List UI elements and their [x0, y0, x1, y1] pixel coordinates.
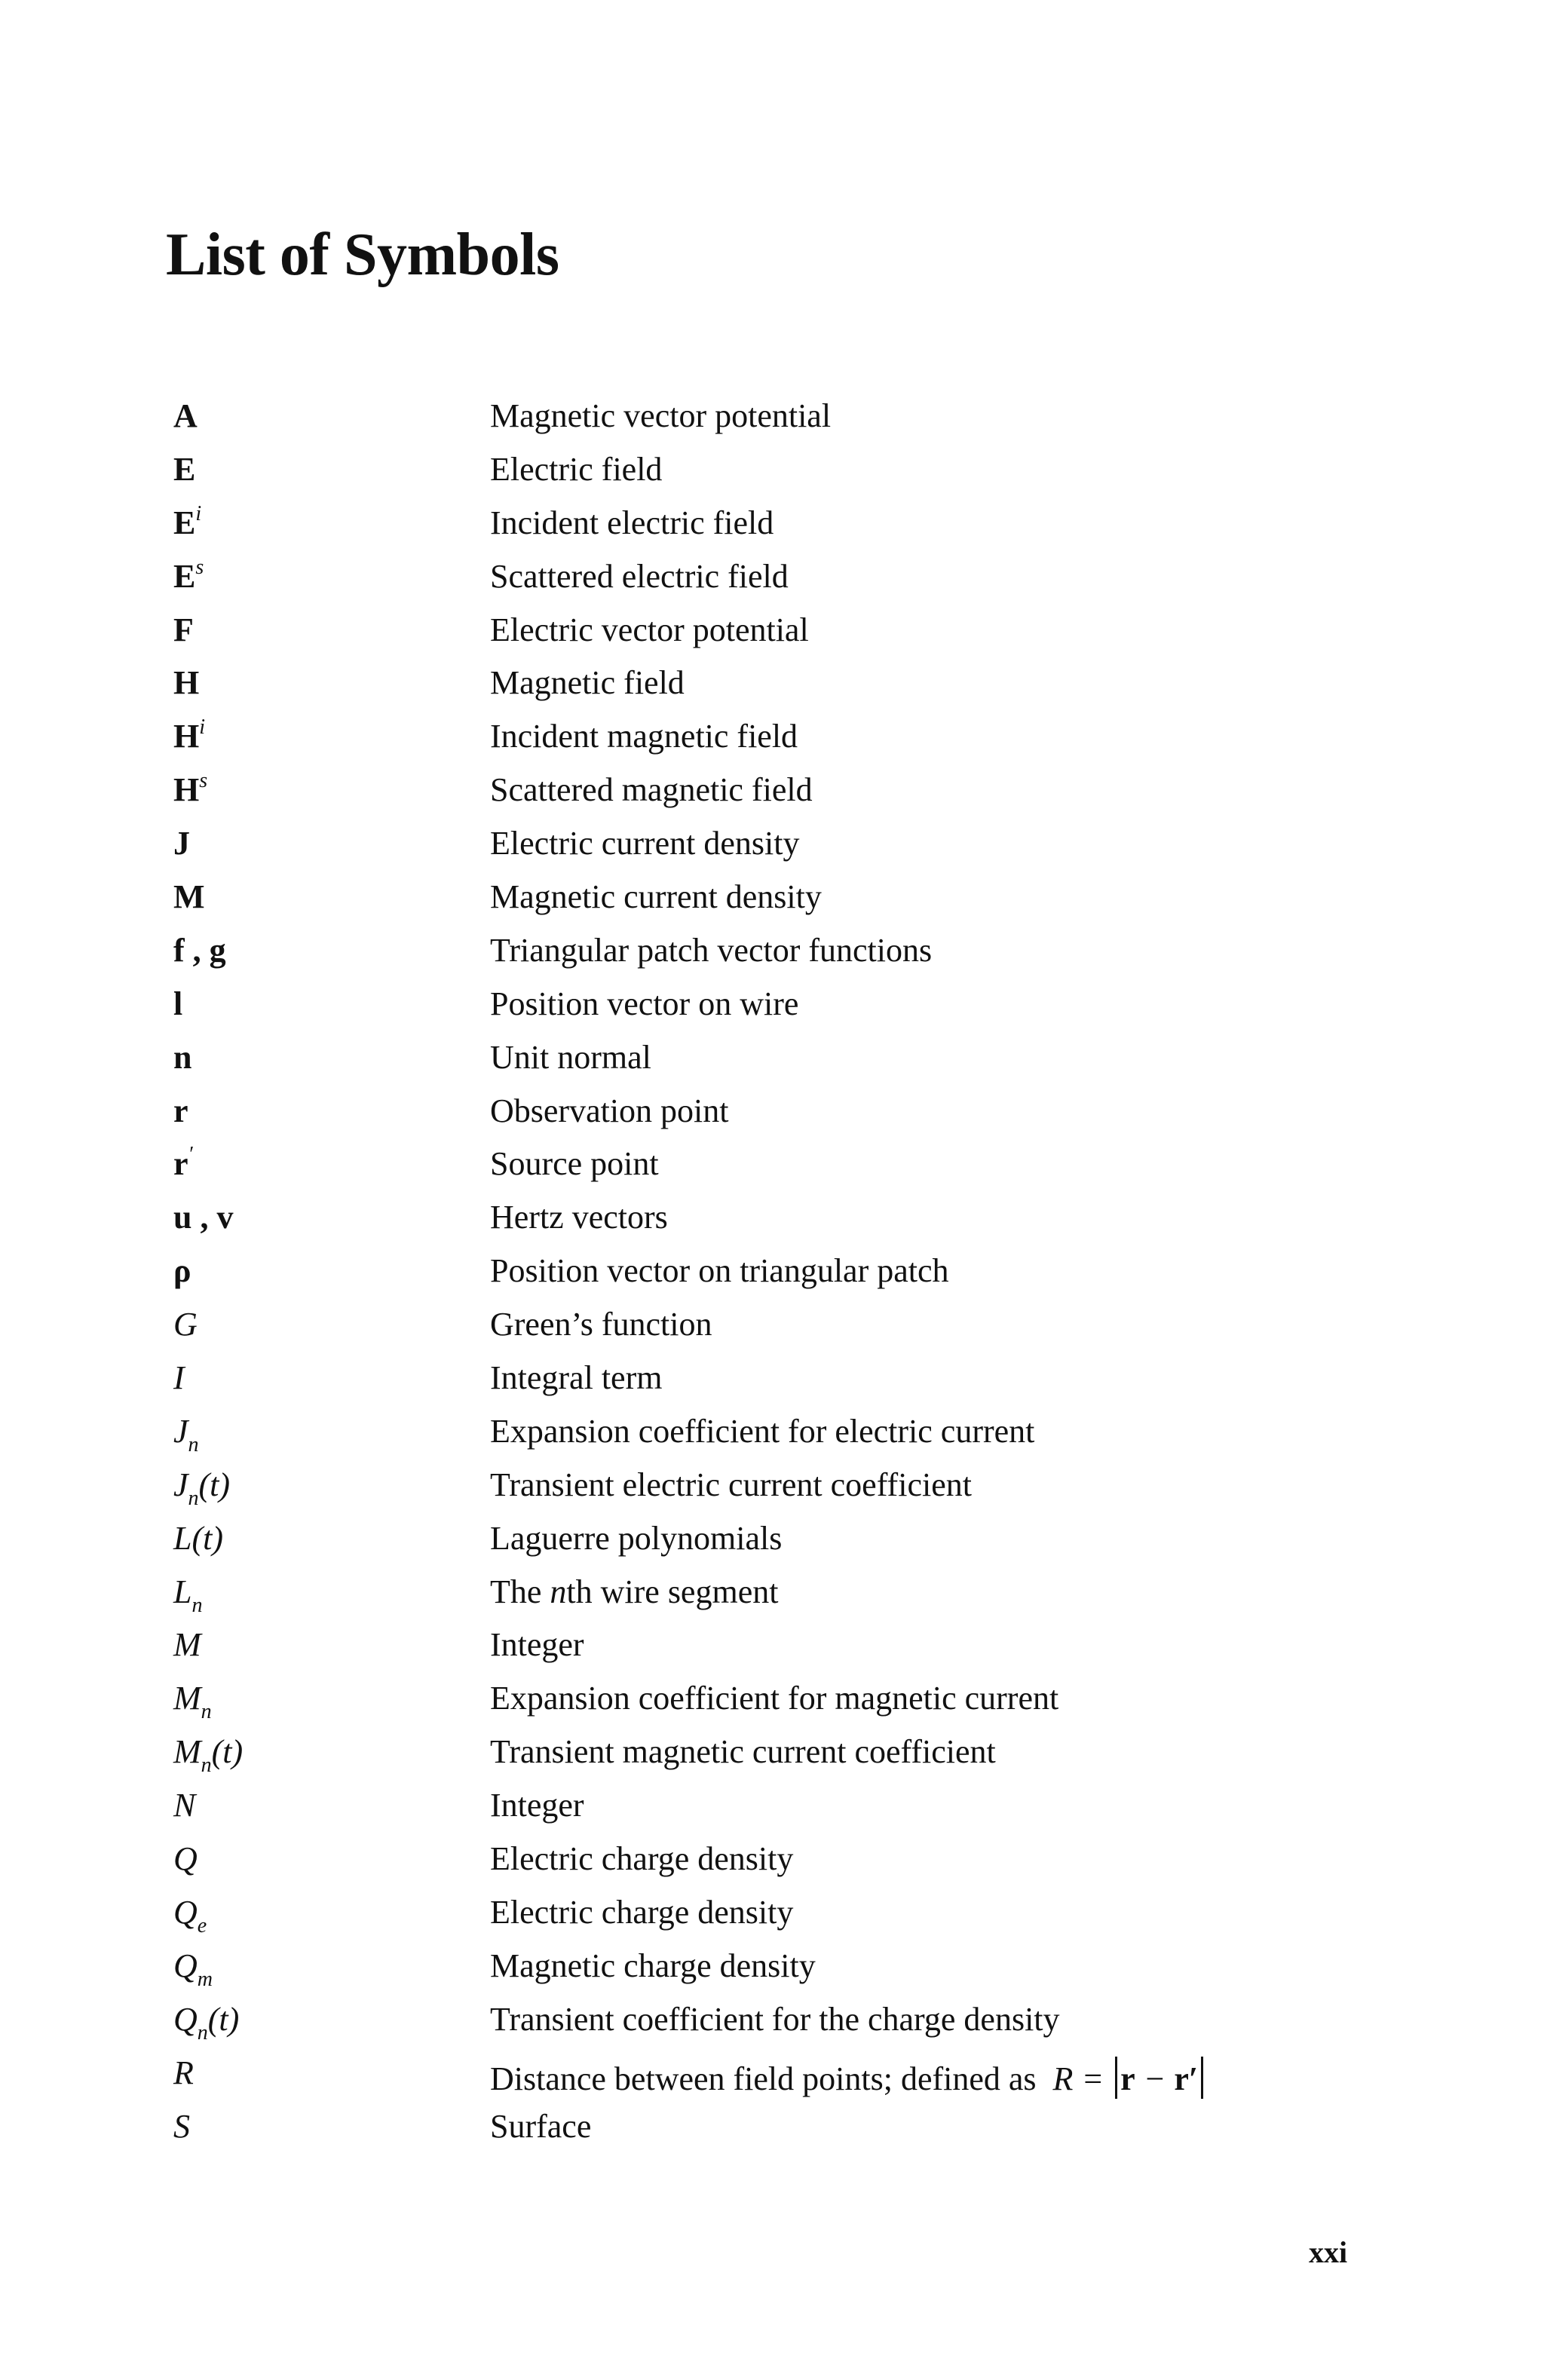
- symbol-row: [0, 443, 1544, 496]
- symbol: N: [173, 1787, 196, 1824]
- symbol-description: Electric charge density: [490, 1840, 794, 1878]
- symbol: f , g: [173, 931, 226, 969]
- symbol-subscript: n: [191, 1593, 203, 1617]
- symbol-description: Integer: [490, 1626, 584, 1664]
- symbol-description: Hertz vectors: [490, 1199, 668, 1236]
- symbol-description: Triangular patch vector functions: [490, 931, 933, 969]
- symbol-description: Electric current density: [490, 825, 800, 862]
- symbol-row: [0, 977, 1544, 1031]
- symbol-subscript: e: [197, 1913, 207, 1937]
- symbol: $E^s$: [173, 555, 204, 595]
- symbol-description: Position vector on wire: [490, 985, 799, 1022]
- symbol-superscript: s: [199, 769, 208, 793]
- symbol-description: Transient magnetic current coefficient: [490, 1733, 996, 1771]
- symbol-description: Integral term: [490, 1359, 663, 1397]
- symbol: l: [173, 985, 183, 1022]
- symbol: Q: [173, 1840, 198, 1878]
- symbol-superscript: i: [199, 715, 206, 740]
- symbol-superscript: s: [195, 555, 204, 579]
- symbol-superscript: i: [195, 501, 202, 525]
- symbol: E: [173, 450, 196, 488]
- symbol: $J_n$: [173, 1412, 199, 1456]
- symbol-subscript: n: [201, 1754, 212, 1778]
- symbol: I: [173, 1359, 185, 1397]
- symbol-description: Incident electric field: [490, 504, 774, 541]
- symbol-subscript: m: [197, 1967, 213, 1991]
- symbol-row: [0, 816, 1544, 870]
- symbol: F: [173, 611, 194, 648]
- symbol-description: The nth wire segment: [490, 1573, 779, 1610]
- abs-bar-right: [1201, 2057, 1203, 2099]
- symbol-description: Source point: [490, 1145, 659, 1183]
- symbol-description: Unit normal: [490, 1038, 651, 1076]
- symbol-description: Electric charge density: [490, 1893, 794, 1931]
- symbol-row: [0, 763, 1544, 816]
- symbol-subscript: n: [201, 1700, 212, 1724]
- symbol: L(t): [173, 1519, 223, 1557]
- symbol-description: Transient coefficient for the charge density: [490, 2000, 1060, 2038]
- page-number: xxi: [1309, 2235, 1348, 2269]
- symbol: $L_n$: [173, 1573, 203, 1617]
- symbol-description: Surface: [490, 2107, 592, 2145]
- symbol-description: Incident magnetic field: [490, 718, 798, 755]
- symbol-row: [0, 1618, 1544, 1671]
- page-title: List of Symbols: [166, 222, 559, 288]
- symbol-row: [0, 1565, 1544, 1619]
- symbol-description: Transient electric current coefficient: [490, 1466, 972, 1503]
- symbol-description: Scattered magnetic field: [490, 771, 813, 809]
- symbol: u , v: [173, 1199, 234, 1236]
- symbol-row: [0, 1778, 1544, 1832]
- symbol: H: [173, 664, 200, 702]
- symbol-row: [0, 1297, 1544, 1351]
- symbol: n: [173, 1038, 192, 1076]
- symbol-description: Expansion coefficient for magnetic current: [490, 1680, 1059, 1717]
- symbol: R: [173, 2054, 194, 2091]
- symbol: $M_n$: [173, 1680, 212, 1724]
- symbol-subscript: n: [188, 1486, 199, 1510]
- symbol: M: [173, 878, 205, 916]
- symbol-row: [0, 1993, 1544, 2046]
- symbol-description: Magnetic charge density: [490, 1947, 816, 1984]
- symbol: r: [173, 1092, 188, 1129]
- symbol: $H^i$: [173, 715, 206, 755]
- symbol-description: Electric field: [490, 450, 663, 488]
- symbol: $Q_m$: [173, 1947, 213, 1991]
- symbol-row: [0, 1832, 1544, 1885]
- symbol-description: Electric vector potential: [490, 611, 809, 648]
- symbol-row: [0, 656, 1544, 709]
- symbol: $E^i$: [173, 501, 202, 541]
- symbol-row: [0, 1939, 1544, 1993]
- symbol: $Q_e$: [173, 1893, 207, 1937]
- symbol-description: Integer: [490, 1787, 584, 1824]
- symbol-description: Green’s function: [490, 1306, 712, 1343]
- symbol-row: [0, 709, 1544, 763]
- symbol-row: [0, 870, 1544, 924]
- symbol-row: [0, 1725, 1544, 1778]
- symbol-superscript: ′: [188, 1143, 193, 1167]
- symbol-row: [0, 1458, 1544, 1512]
- symbol-row: [0, 2100, 1544, 2153]
- symbol-description: Magnetic current density: [490, 878, 822, 916]
- symbol-description: Distance between field points; defined as R = r − r′: [490, 2057, 1206, 2099]
- symbol-row: [0, 603, 1544, 657]
- symbol-description: Laguerre polynomials: [490, 1519, 783, 1557]
- symbol-row: [0, 1031, 1544, 1084]
- symbol-description: Observation point: [490, 1092, 729, 1129]
- symbol: A: [173, 397, 198, 434]
- symbol: r′: [173, 1143, 193, 1183]
- symbol-subscript: n: [188, 1432, 199, 1456]
- symbol-row: [0, 496, 1544, 550]
- symbol: $H^s$: [173, 769, 208, 809]
- symbol-row: [0, 924, 1544, 977]
- symbol-row: [0, 1885, 1544, 1939]
- symbol-description: Position vector on triangular patch: [490, 1252, 949, 1290]
- symbol-row: [0, 1512, 1544, 1565]
- symbol-row: [0, 1244, 1544, 1297]
- symbol-row: [0, 389, 1544, 443]
- symbol: J: [173, 825, 190, 862]
- symbol-row: [0, 1137, 1544, 1190]
- symbol-row: [0, 2046, 1544, 2100]
- symbol-subscript: n: [197, 2020, 208, 2045]
- symbol-row: [0, 1351, 1544, 1404]
- symbol: S: [173, 2107, 190, 2145]
- symbol: ρ: [173, 1252, 191, 1290]
- symbol-list: [0, 389, 1544, 2152]
- symbol-description: Expansion coefficient for electric current: [490, 1412, 1035, 1450]
- symbol: $Q_n(t)$: [173, 2000, 240, 2045]
- abs-bar-left: [1115, 2057, 1117, 2099]
- symbol: M: [173, 1626, 201, 1664]
- symbol-description: Magnetic field: [490, 664, 685, 702]
- symbol-row: [0, 1671, 1544, 1725]
- symbol: $M_n(t)$: [173, 1733, 244, 1778]
- symbol-description: Scattered electric field: [490, 557, 789, 595]
- distance-equation: R = r − r′: [1053, 2060, 1207, 2097]
- symbol: G: [173, 1306, 198, 1343]
- symbol-description: Magnetic vector potential: [490, 397, 832, 434]
- symbol-row: [0, 1190, 1544, 1244]
- symbol-row: [0, 1404, 1544, 1458]
- symbol: $J_n(t)$: [173, 1466, 231, 1510]
- symbol-row: [0, 550, 1544, 603]
- symbol-row: [0, 1084, 1544, 1138]
